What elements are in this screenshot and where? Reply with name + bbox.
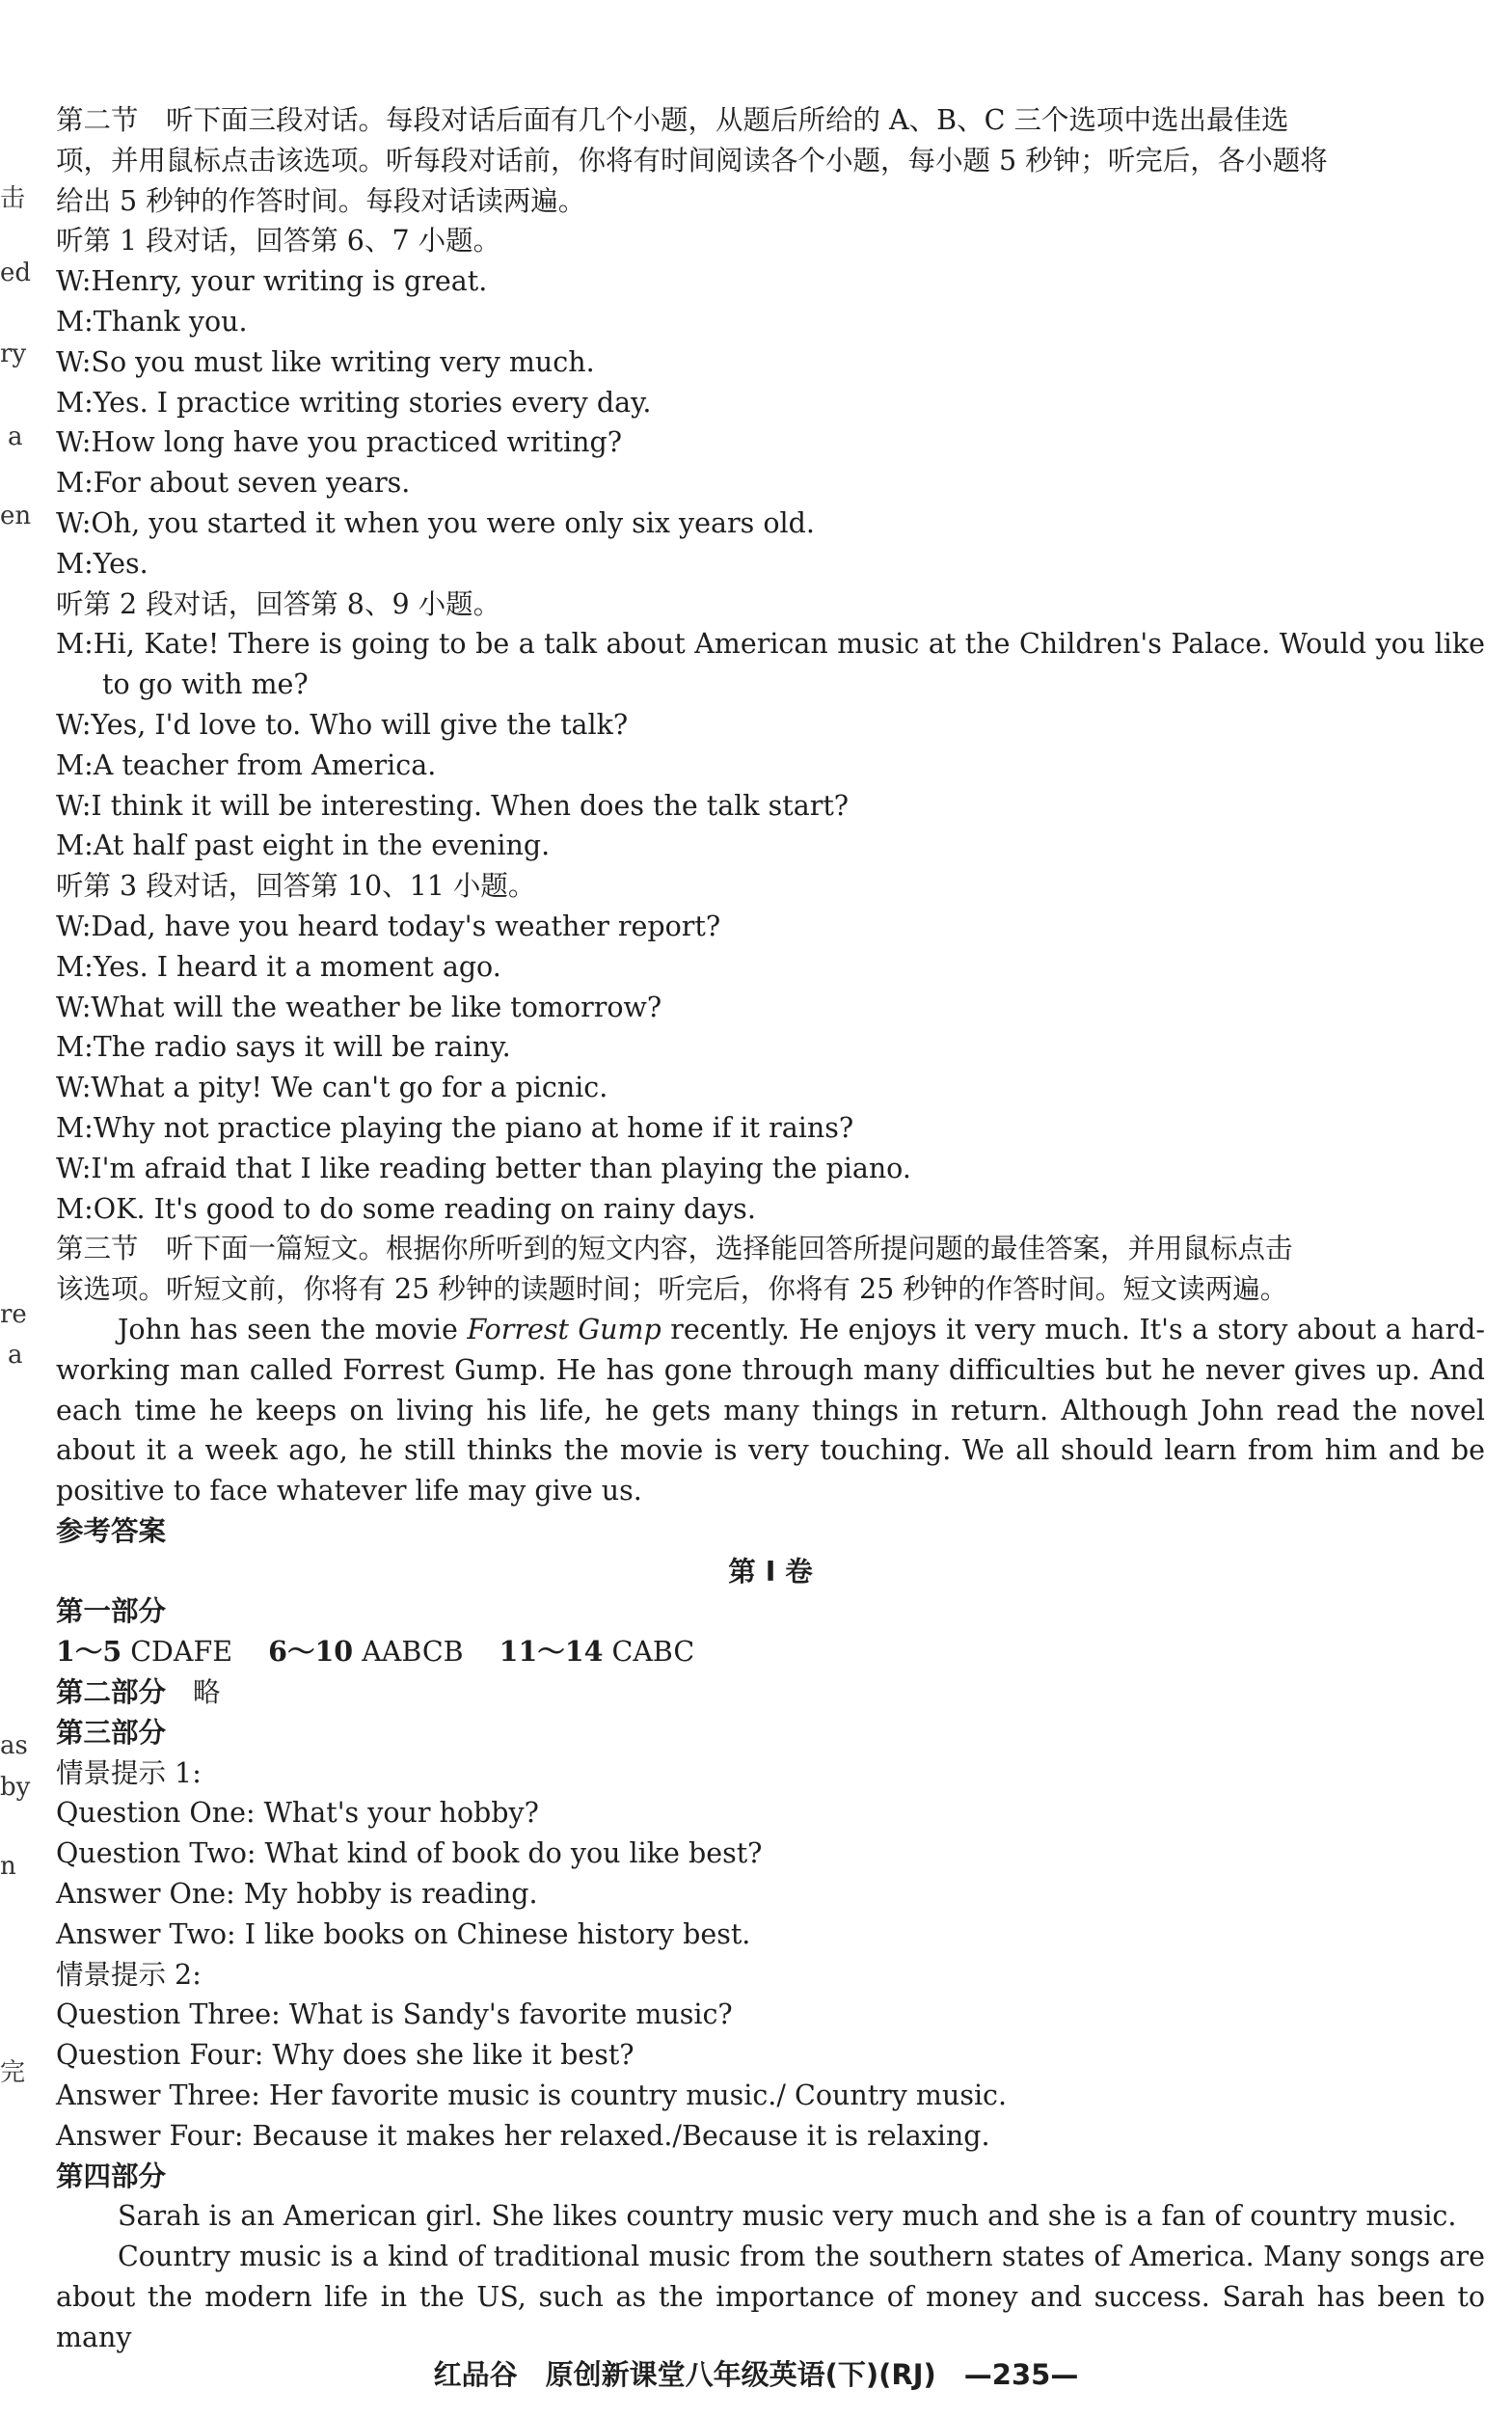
question-3: Question Three: What is Sandy's favorite music?: [56, 1998, 733, 2031]
section2-intro: 项，并用鼠标点击该选项。听每段对话前，你将有时间阅读各个小题，每小题 5 秒钟；听完后，各小题将: [56, 144, 1328, 177]
speaker: M:: [56, 386, 94, 419]
utterance: So you must like writing very much.: [91, 345, 595, 378]
speaker: M:: [56, 748, 94, 781]
speaker: W:: [56, 910, 92, 942]
dialogue-line: [56, 302, 1485, 342]
dialogue-line: [56, 786, 1485, 827]
dialogue-3: [56, 907, 1485, 1229]
utterance: I'm afraid that I like reading better than playing the piano.: [91, 1152, 911, 1184]
speaker: M:: [56, 829, 94, 862]
cue-1: 情景提示 1:: [56, 1756, 202, 1789]
question-2: Question Two: What kind of book do you like best?: [56, 1837, 763, 1870]
dialogue-line: [56, 503, 1485, 544]
utterance: Why not practice playing the piano at home if it rains?: [93, 1111, 854, 1144]
answer-2: Answer Two: I like books on Chinese history best.: [56, 1917, 751, 1950]
passage-text: recently. He enjoys it very much. It's a story about a hard-working man called Forrest Gump. He has gone through many difficulties but he never gives up. And each time he keeps on living his life, he gets many things in return. Although John read the novel about it a week ago, he still thinks the movie is very touching. We all should learn from him and be positive to face whatever life may give us.: [56, 1313, 1486, 1508]
dialogue-line: [56, 705, 1485, 746]
part4-paragraph: Country music is a kind of traditional music from the southern states of America. Many songs are about the modern life in the US, such as the importance of money and success. Sarah has been to many: [56, 2241, 1485, 2353]
utterance: What will the weather be like tomorrow?: [91, 991, 662, 1023]
dialogue-line: [56, 1108, 1485, 1149]
margin-fragment: re: [0, 1300, 27, 1329]
dialogue-line: [56, 988, 1485, 1028]
speaker: W:: [56, 345, 92, 378]
utterance: Henry, your writing is great.: [91, 265, 488, 298]
margin-fragment: n: [0, 1852, 16, 1881]
dialogue-line: [56, 383, 1485, 423]
page-content: [56, 100, 1485, 2358]
speaker: M:: [56, 1111, 94, 1144]
dialogue-1-title: 听第 1 段对话，回答第 6、7 小题。: [56, 225, 501, 258]
dialogue-line: [56, 1068, 1485, 1108]
speaker: W:: [56, 789, 92, 822]
dialogue-2: [56, 624, 1485, 866]
margin-fragment: en: [0, 502, 32, 530]
dialogue-line: [56, 746, 1485, 786]
speaker: W:: [56, 265, 92, 298]
dialogue-line: [56, 624, 1485, 705]
section2-intro: 给出 5 秒钟的作答时间。每段对话读两遍。: [56, 184, 586, 217]
answers-heading: 参考答案: [56, 1514, 167, 1547]
speaker: W:: [56, 1152, 92, 1184]
speaker: W:: [56, 426, 92, 459]
speaker: M:: [56, 467, 94, 500]
part1-answers: [56, 1632, 1485, 1672]
dialogue-line: [56, 422, 1485, 463]
margin-fragment: 完: [0, 2058, 26, 2087]
utterance: A teacher from America.: [93, 748, 437, 781]
margin-fragment: a: [8, 1341, 23, 1370]
answer-3: Answer Three: Her favorite music is country music./ Country music.: [56, 2079, 1008, 2112]
utterance: Oh, you started it when you were only six years old.: [91, 506, 815, 539]
margin-fragment: a: [8, 422, 23, 451]
volume-title: 第 I 卷: [728, 1555, 813, 1588]
margin-fragment: by: [0, 1773, 31, 1802]
dialogue-line: [56, 1189, 1485, 1230]
passage-text: John has seen the movie: [118, 1313, 468, 1345]
utterance: Yes. I practice writing stories every day.: [93, 386, 652, 419]
section3-intro: 该选项。听短文前，你将有 25 秒钟的读题时间；听完后，你将有 25 秒钟的作答时间。短文读两遍。: [56, 1273, 1288, 1306]
speaker: M:: [56, 950, 94, 983]
answer-range: 11～14: [499, 1635, 604, 1669]
utterance: The radio says it will be rainy.: [93, 1031, 511, 1064]
speaker: W:: [56, 1072, 92, 1104]
utterance: Dad, have you heard today's weather report?: [91, 910, 721, 942]
utterance: For about seven years.: [93, 467, 411, 500]
utterance: I think it will be interesting. When does the talk start?: [91, 789, 850, 822]
speaker: M:: [56, 1031, 94, 1064]
dialogue-line: [56, 342, 1485, 383]
speaker: W:: [56, 991, 92, 1023]
part2-title: 第二部分: [56, 1676, 167, 1709]
margin-fragment: 击: [0, 184, 26, 213]
dialogue-line: [56, 826, 1485, 866]
utterance: Yes. I heard it a moment ago.: [93, 950, 501, 983]
margin-fragment: ed: [0, 258, 32, 287]
part3-title: 第三部分: [56, 1716, 167, 1749]
dialogue-line: [56, 947, 1485, 988]
part4-title: 第四部分: [56, 2160, 167, 2192]
dialogue-line: [56, 907, 1485, 947]
section3-intro: 第三节 听下面一篇短文。根据你所听到的短文内容，选择能回答所提问题的最佳答案，并用鼠标点击: [56, 1233, 1293, 1265]
utterance: Thank you.: [93, 305, 248, 338]
question-1: Question One: What's your hobby?: [56, 1797, 539, 1830]
utterance: Yes.: [93, 547, 148, 580]
speaker: W:: [56, 708, 92, 741]
movie-title: Forrest Gump: [467, 1313, 662, 1345]
dialogue-line: [56, 1149, 1485, 1189]
utterance: What a pity! We can't go for a picnic.: [91, 1072, 608, 1104]
margin-fragment: ry: [0, 340, 27, 368]
utterance: Hi, Kate! There is going to be a talk about American music at the Children's Palace. Would you like to go with me?: [93, 628, 1485, 701]
dialogue-line: [56, 1027, 1485, 1068]
speaker: M:: [56, 547, 94, 580]
utterance: At half past eight in the evening.: [93, 829, 551, 862]
speaker: M:: [56, 628, 94, 661]
question-4: Question Four: Why does she like it best?: [56, 2039, 634, 2072]
answer-range: 6～10: [268, 1635, 354, 1669]
dialogue-line: [56, 261, 1485, 302]
section2-intro: 第二节 听下面三段对话。每段对话后面有几个小题，从题后所给的 A、B、C 三个选项中选出最佳选: [56, 104, 1289, 136]
speaker: M:: [56, 305, 94, 338]
answer-keys: CDAFE: [130, 1636, 233, 1669]
answer-4: Answer Four: Because it makes her relaxed./Because it is relaxing.: [56, 2119, 990, 2152]
margin-fragment: as: [0, 1731, 28, 1760]
dialogue-2-title: 听第 2 段对话，回答第 8、9 小题。: [56, 587, 501, 620]
utterance: How long have you practiced writing?: [91, 426, 622, 459]
answer-keys: CABC: [611, 1636, 695, 1669]
part2-row: [56, 1672, 1485, 1713]
answer-1: Answer One: My hobby is reading.: [56, 1878, 538, 1911]
part2-text: 略: [193, 1676, 221, 1709]
dialogue-1: [56, 261, 1485, 584]
dialogue-line: [56, 463, 1485, 503]
utterance: Yes, I'd love to. Who will give the talk?: [91, 708, 629, 741]
utterance: OK. It's good to do some reading on rainy days.: [93, 1192, 756, 1225]
dialogue-line: [56, 544, 1485, 584]
answer-range: 1～5: [56, 1635, 122, 1669]
cue-2: 情景提示 2:: [56, 1958, 202, 1991]
answer-keys: AABCB: [362, 1636, 464, 1669]
part4-paragraph: Sarah is an American girl. She likes country music very much and she is a fan of country music.: [118, 2200, 1457, 2233]
section3-passage: [56, 1310, 1485, 1511]
part1-title: 第一部分: [56, 1595, 167, 1628]
speaker: W:: [56, 506, 92, 539]
page-footer: 红品谷 原创新课堂八年级英语(下)(RJ) —235—: [433, 2358, 1079, 2391]
speaker: M:: [56, 1192, 94, 1225]
dialogue-3-title: 听第 3 段对话，回答第 10、11 小题。: [56, 870, 536, 903]
